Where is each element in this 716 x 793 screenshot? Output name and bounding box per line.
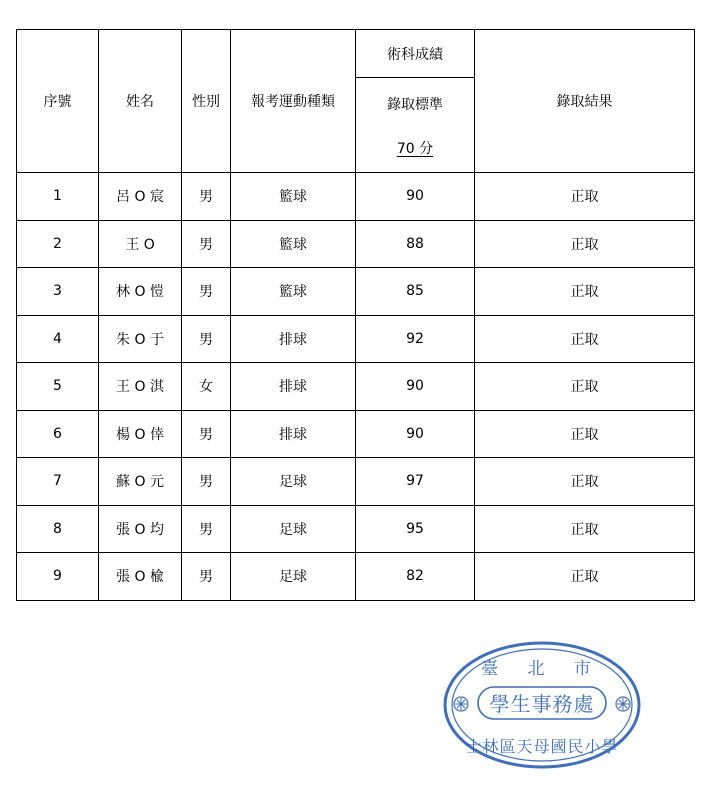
header-admission-standard bbox=[356, 78, 475, 173]
cell-sport: 籃球 bbox=[231, 268, 356, 316]
cell-seq: 4 bbox=[17, 315, 99, 363]
cell-result: 正取 bbox=[475, 458, 695, 506]
table-row bbox=[17, 268, 695, 316]
cell-seq: 9 bbox=[17, 553, 99, 601]
cell-sport: 籃球 bbox=[231, 220, 356, 268]
cell-gender: 男 bbox=[182, 268, 231, 316]
table-row bbox=[17, 315, 695, 363]
cell-score: 97 bbox=[356, 458, 475, 506]
cell-score: 82 bbox=[356, 553, 475, 601]
cell-seq: 5 bbox=[17, 363, 99, 411]
table-row bbox=[17, 505, 695, 553]
cell-gender: 男 bbox=[182, 173, 231, 221]
header-sport: 報考運動種類 bbox=[231, 30, 356, 173]
cell-seq: 7 bbox=[17, 458, 99, 506]
cell-name: 呂 O 宸 bbox=[99, 173, 182, 221]
header-result: 錄取結果 bbox=[475, 30, 695, 173]
table-body bbox=[17, 173, 695, 601]
cell-name: 王 O 淇 bbox=[99, 363, 182, 411]
school-seal bbox=[442, 640, 642, 770]
cell-result: 正取 bbox=[475, 220, 695, 268]
cell-gender: 男 bbox=[182, 553, 231, 601]
table-row bbox=[17, 220, 695, 268]
seal-top-text: 臺 北 市 bbox=[481, 659, 603, 679]
table-row bbox=[17, 410, 695, 458]
cell-result: 正取 bbox=[475, 553, 695, 601]
header-row bbox=[17, 30, 695, 78]
cell-result: 正取 bbox=[475, 315, 695, 363]
cell-seq: 2 bbox=[17, 220, 99, 268]
cell-sport: 足球 bbox=[231, 458, 356, 506]
standard-label: 錄取標準 bbox=[387, 97, 443, 113]
cell-result: 正取 bbox=[475, 505, 695, 553]
cell-result: 正取 bbox=[475, 410, 695, 458]
cell-result: 正取 bbox=[475, 363, 695, 411]
header-seq: 序號 bbox=[17, 30, 99, 173]
admission-results-table bbox=[16, 29, 695, 601]
standard-value: 70 分 bbox=[396, 141, 434, 157]
cell-name: 林 O 愷 bbox=[99, 268, 182, 316]
cell-name: 張 O 楡 bbox=[99, 553, 182, 601]
cell-gender: 男 bbox=[182, 315, 231, 363]
cell-seq: 1 bbox=[17, 173, 99, 221]
cell-score: 95 bbox=[356, 505, 475, 553]
cell-score: 90 bbox=[356, 173, 475, 221]
table-row bbox=[17, 458, 695, 506]
table-row bbox=[17, 363, 695, 411]
cell-gender: 男 bbox=[182, 458, 231, 506]
header-gender: 性別 bbox=[182, 30, 231, 173]
cell-result: 正取 bbox=[475, 173, 695, 221]
cell-name: 張 O 均 bbox=[99, 505, 182, 553]
table-row bbox=[17, 173, 695, 221]
cell-seq: 3 bbox=[17, 268, 99, 316]
cell-sport: 籃球 bbox=[231, 173, 356, 221]
cell-sport: 足球 bbox=[231, 553, 356, 601]
cell-gender: 男 bbox=[182, 410, 231, 458]
cell-sport: 足球 bbox=[231, 505, 356, 553]
cell-seq: 8 bbox=[17, 505, 99, 553]
seal-bottom-text: 士林區天母國民小學 bbox=[465, 737, 619, 756]
cell-score: 88 bbox=[356, 220, 475, 268]
cell-name: 朱 O 于 bbox=[99, 315, 182, 363]
cell-gender: 男 bbox=[182, 505, 231, 553]
cell-seq: 6 bbox=[17, 410, 99, 458]
cell-name: 楊 O 倖 bbox=[99, 410, 182, 458]
cell-sport: 排球 bbox=[231, 315, 356, 363]
cell-score: 90 bbox=[356, 410, 475, 458]
cell-name: 蘇 O 元 bbox=[99, 458, 182, 506]
cell-gender: 男 bbox=[182, 220, 231, 268]
header-score-group: 術科成績 bbox=[356, 30, 475, 78]
cell-score: 92 bbox=[356, 315, 475, 363]
cell-score: 90 bbox=[356, 363, 475, 411]
cell-name: 王 O bbox=[99, 220, 182, 268]
cell-sport: 排球 bbox=[231, 410, 356, 458]
cell-sport: 排球 bbox=[231, 363, 356, 411]
cell-gender: 女 bbox=[182, 363, 231, 411]
header-name: 姓名 bbox=[99, 30, 182, 173]
table-row bbox=[17, 553, 695, 601]
cell-score: 85 bbox=[356, 268, 475, 316]
cell-result: 正取 bbox=[475, 268, 695, 316]
seal-center-text: 學生事務處 bbox=[489, 692, 595, 716]
